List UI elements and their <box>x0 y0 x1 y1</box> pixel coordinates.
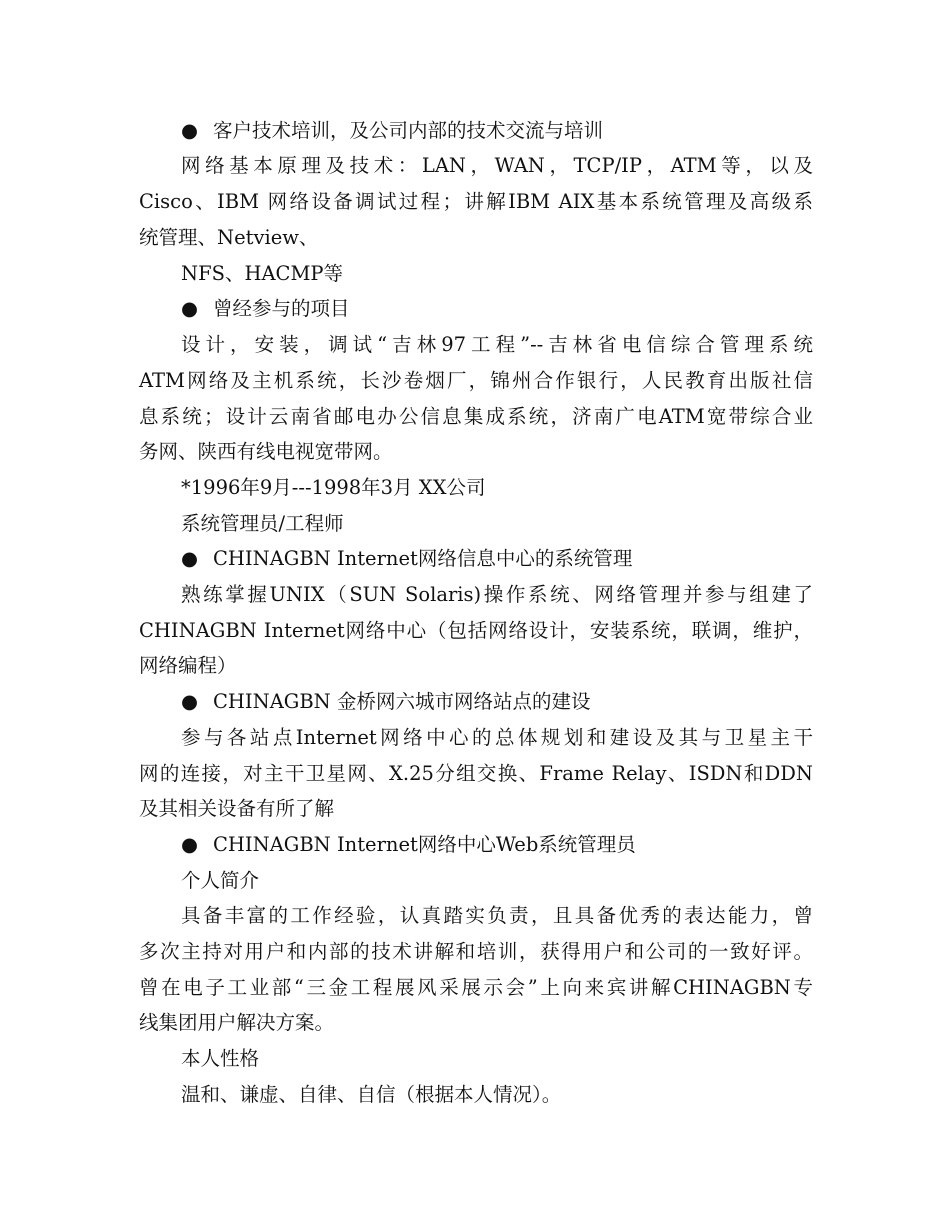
paragraph-line: ATM网络及主机系统，长沙卷烟厂，锦州合作银行，人民教育出版社信 <box>139 369 813 392</box>
paragraph-line: Cisco、IBM 网络设备调试过程；讲解IBM AIX基本系统管理及高级系 <box>139 190 813 213</box>
bullet-text: CHINAGBN Internet网络中心Web系统管理员 <box>213 833 636 856</box>
bullet-item-training <box>181 118 813 144</box>
job-title: 系统管理员/工程师 <box>181 512 344 535</box>
paragraph-line: 网的连接，对主干卫星网、X.25分组交换、Frame Relay、ISDN和DDN <box>139 762 813 785</box>
bullet-icon: ● <box>181 690 199 713</box>
paragraph-line: 设计，安装，调试“吉林97工程”--吉林省电信综合管理系统 <box>181 333 813 356</box>
bullet-item-web-admin <box>181 832 813 858</box>
bullet-item-system-admin <box>181 546 813 572</box>
bullet-icon: ● <box>181 547 199 570</box>
section-heading-personality: 本人性格 <box>181 1047 260 1070</box>
paragraph-line: 网络编程） <box>139 654 237 677</box>
bullet-item-site-build <box>181 689 813 715</box>
bullet-text: 客户技术培训，及公司内部的技术交流与培训 <box>213 119 604 142</box>
paragraph-line: 息系统；设计云南省邮电办公信息集成系统，济南广电ATM宽带综合业 <box>139 405 813 428</box>
paragraph-line: 曾在电子工业部“三金工程展风采展示会”上向来宾讲解CHINAGBN专 <box>139 976 813 999</box>
bullet-text: 曾经参与的项目 <box>213 297 350 320</box>
bullet-item-projects <box>181 296 813 322</box>
paragraph-line: 具备丰富的工作经验，认真踏实负责，且具备优秀的表达能力，曾 <box>181 904 813 927</box>
paragraph-line: 及其相关设备有所了解 <box>139 797 335 820</box>
bullet-text: CHINAGBN Internet网络信息中心的系统管理 <box>213 547 633 570</box>
paragraph-line: 网络基本原理及技术：LAN，WAN，TCP/IP，ATM等，以及 <box>181 154 813 177</box>
paragraph-line: 线集团用户解决方案。 <box>139 1011 335 1034</box>
paragraph-line: NFS、HACMP等 <box>181 262 344 285</box>
bullet-text: CHINAGBN 金桥网六城市网络站点的建设 <box>213 690 591 713</box>
bullet-icon: ● <box>181 833 199 856</box>
paragraph-line: 务网、陕西有线电视宽带网。 <box>139 440 393 463</box>
section-heading-profile: 个人简介 <box>181 869 260 892</box>
paragraph-line: 统管理、Netview、 <box>139 226 319 249</box>
paragraph-line: 温和、谦虚、自律、自信（根据本人情况）。 <box>181 1083 562 1106</box>
paragraph-line: 熟练掌握UNIX（SUN Solaris)操作系统、网络管理并参与组建了 <box>181 583 813 606</box>
paragraph-line: 参与各站点Internet网络中心的总体规划和建设及其与卫星主干 <box>181 726 813 749</box>
paragraph-line: CHINAGBN Internet网络中心（包括网络设计，安装系统，联调，维护， <box>139 619 813 642</box>
paragraph-line: 多次主持对用户和内部的技术讲解和培训，获得用户和公司的一致好评。 <box>139 940 813 963</box>
bullet-icon: ● <box>181 297 199 320</box>
employment-period: *1996年9月---1998年3月 XX公司 <box>181 476 486 499</box>
bullet-icon: ● <box>181 119 199 142</box>
